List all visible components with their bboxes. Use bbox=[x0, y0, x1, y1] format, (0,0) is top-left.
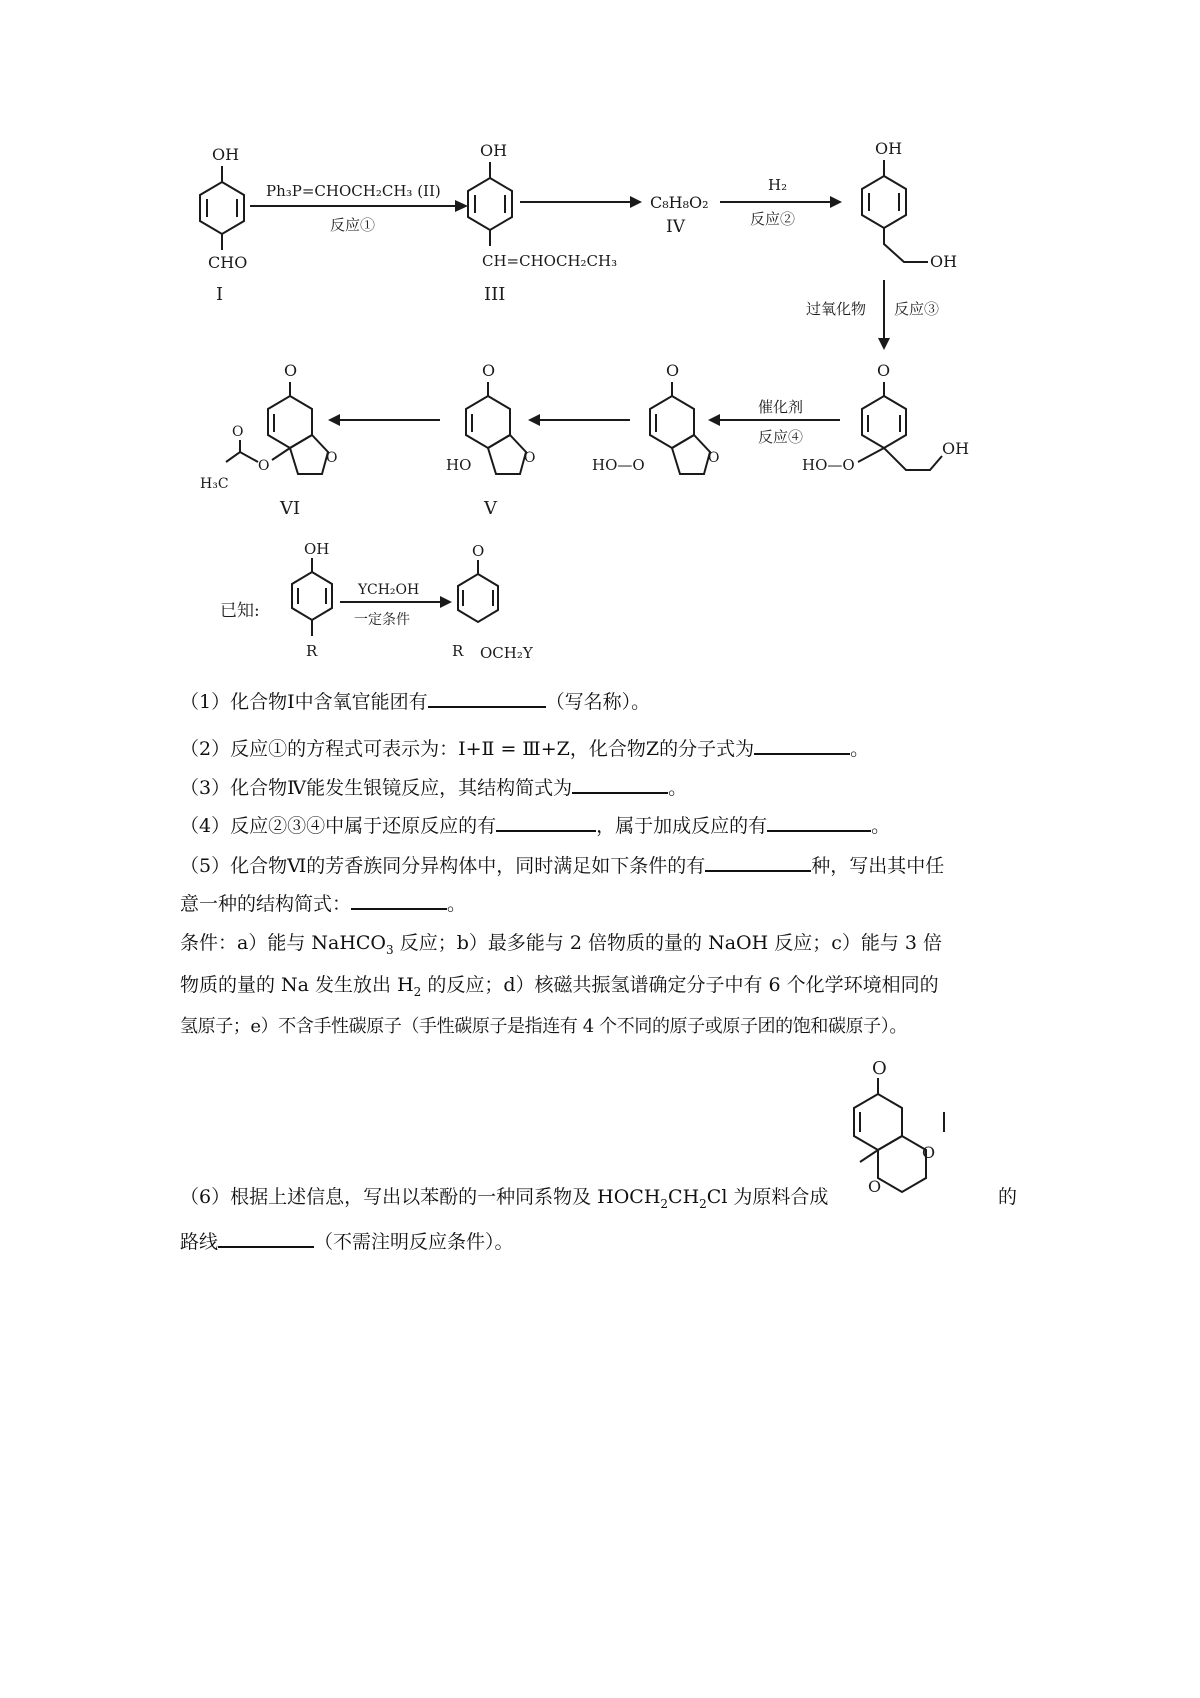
bicyclic-hydroperoxide bbox=[592, 361, 719, 474]
reagent-II: Ph₃P=CHOCH₂CH₃ (II) bbox=[266, 182, 441, 200]
answer-blank-5b[interactable] bbox=[351, 888, 447, 910]
reaction-scheme bbox=[190, 140, 1010, 740]
known-reaction bbox=[220, 540, 534, 662]
compound-I-oh: OH bbox=[212, 145, 240, 164]
dienone-hoo: HO—O bbox=[802, 456, 855, 474]
compound-VI bbox=[200, 361, 337, 519]
phenol-product-side-oh: OH bbox=[930, 252, 958, 271]
compound-IV-label: IV bbox=[666, 217, 685, 237]
bicyclic-hoo-substituent: HO—O bbox=[592, 456, 645, 474]
compound-V-oh: HO bbox=[446, 456, 472, 474]
compound-VI-ring-o: O bbox=[326, 450, 338, 466]
reaction-3-label: 反应③ bbox=[894, 300, 940, 318]
known-product-o: O bbox=[472, 542, 485, 560]
target-ring-o-2: O bbox=[868, 1177, 882, 1196]
dienone-intermediate bbox=[802, 361, 969, 474]
target-carbonyl-o: O bbox=[872, 1058, 887, 1079]
answer-blank-4b[interactable] bbox=[767, 810, 871, 832]
reaction-1-label: 反应① bbox=[330, 216, 376, 234]
answer-blank-6[interactable] bbox=[218, 1226, 314, 1248]
reaction-4-label: 反应④ bbox=[758, 428, 804, 446]
compound-VI-label: VI bbox=[280, 498, 301, 519]
answer-blank-5a[interactable] bbox=[705, 850, 811, 872]
target-ring-o-1: O bbox=[922, 1143, 936, 1162]
compound-V-label: V bbox=[484, 498, 497, 519]
answer-blank-4a[interactable] bbox=[496, 810, 596, 832]
question-6: （6）根据上述信息，写出以苯酚的一种同系物及 $HOCH_2CH_2Cl$ 为原料合成 bbox=[180, 1186, 829, 1211]
compound-III-oh: OH bbox=[480, 141, 508, 160]
peroxide-reagent: 过氧化物 bbox=[806, 300, 867, 318]
known-product-substituent: OCH₂Y bbox=[480, 644, 533, 662]
known-reactant-r: R bbox=[306, 642, 318, 660]
question-5: （5）化合物Ⅵ的芳香族同分异构体中，同时满足如下条件的有 种，写出其中任 bbox=[180, 850, 1020, 881]
question-1: （1）化合物Ⅰ中含氧官能团有 （写名称）。 bbox=[180, 686, 1020, 717]
known-reactant-oh: OH bbox=[304, 540, 330, 558]
reagent-h2: H₂ bbox=[768, 176, 788, 194]
answer-blank-2[interactable] bbox=[754, 733, 850, 755]
dienone-side-oh: OH bbox=[942, 439, 970, 458]
bicyclic-hoo-carbonyl-o: O bbox=[666, 361, 680, 380]
compound-V bbox=[446, 361, 535, 519]
compound-IV-formula: C₈H₈O₂ bbox=[650, 193, 709, 212]
question-5-line-2: 意一种的结构简式： 。 bbox=[180, 888, 1020, 919]
reaction-2-label: 反应② bbox=[750, 210, 796, 228]
question-6-line-2: 路线 （不需注明反应条件）。 bbox=[180, 1226, 1020, 1257]
known-product-r: R bbox=[452, 642, 464, 660]
dienone-carbonyl-o: O bbox=[877, 361, 891, 380]
conditions-line-2: 物质的量的 Na 发生放出 $H_2$ 的反应；d）核磁共振氢谱确定分子中有 6 个化学环境相同的 bbox=[180, 974, 939, 999]
known-condition: 一定条件 bbox=[354, 612, 410, 628]
compound-VI-methyl: H₃C bbox=[200, 476, 229, 492]
compound-VI-ester-o: O bbox=[258, 458, 270, 474]
compound-V-ring-o: O bbox=[524, 450, 536, 466]
question-6-tail: 的 bbox=[998, 1186, 1018, 1208]
compound-III bbox=[468, 141, 617, 305]
compound-VI-acetyl-o: O bbox=[232, 424, 244, 440]
compound-I-label: I bbox=[216, 284, 224, 305]
known-prefix: 已知: bbox=[220, 601, 260, 621]
question-4: （4）反应②③④中属于还原反应的有 ，属于加成反应的有 。 bbox=[180, 810, 1020, 841]
known-reagent: YCH₂OH bbox=[358, 582, 420, 598]
compound-III-label: III bbox=[484, 284, 506, 305]
conditions-line-3: 氢原子；e）不含手性碳原子（手性碳原子是指连有 4 个不同的原子或原子团的饱和碳原子）。 bbox=[180, 1016, 907, 1037]
phenol-product-oh: OH bbox=[875, 140, 903, 158]
question-3: （3）化合物Ⅳ能发生银镜反应，其结构简式为 。 bbox=[180, 772, 1020, 803]
compound-I bbox=[200, 145, 247, 305]
answer-blank-1[interactable] bbox=[428, 686, 546, 708]
phenol-ethanol-product bbox=[862, 140, 957, 271]
answer-blank-3[interactable] bbox=[572, 772, 668, 794]
compound-VI-carbonyl-o: O bbox=[284, 361, 298, 380]
question-2: （2）反应①的方程式可表示为：Ⅰ+Ⅱ = Ⅲ+Z，化合物Z的分子式为 。 bbox=[180, 733, 1020, 764]
conditions-line-1: 条件：a）能与 NaHCO$_3$ 反应；b）最多能与 2 倍物质的量的 NaOH 反应；c）能与 3 倍 bbox=[180, 932, 943, 957]
catalyst-label: 催化剂 bbox=[758, 398, 804, 416]
compound-III-substituent: CH=CHOCH₂CH₃ bbox=[482, 252, 618, 270]
bicyclic-hoo-ring-o: O bbox=[708, 450, 720, 466]
compound-I-cho: CHO bbox=[208, 253, 248, 272]
compound-V-carbonyl-o: O bbox=[482, 361, 496, 380]
